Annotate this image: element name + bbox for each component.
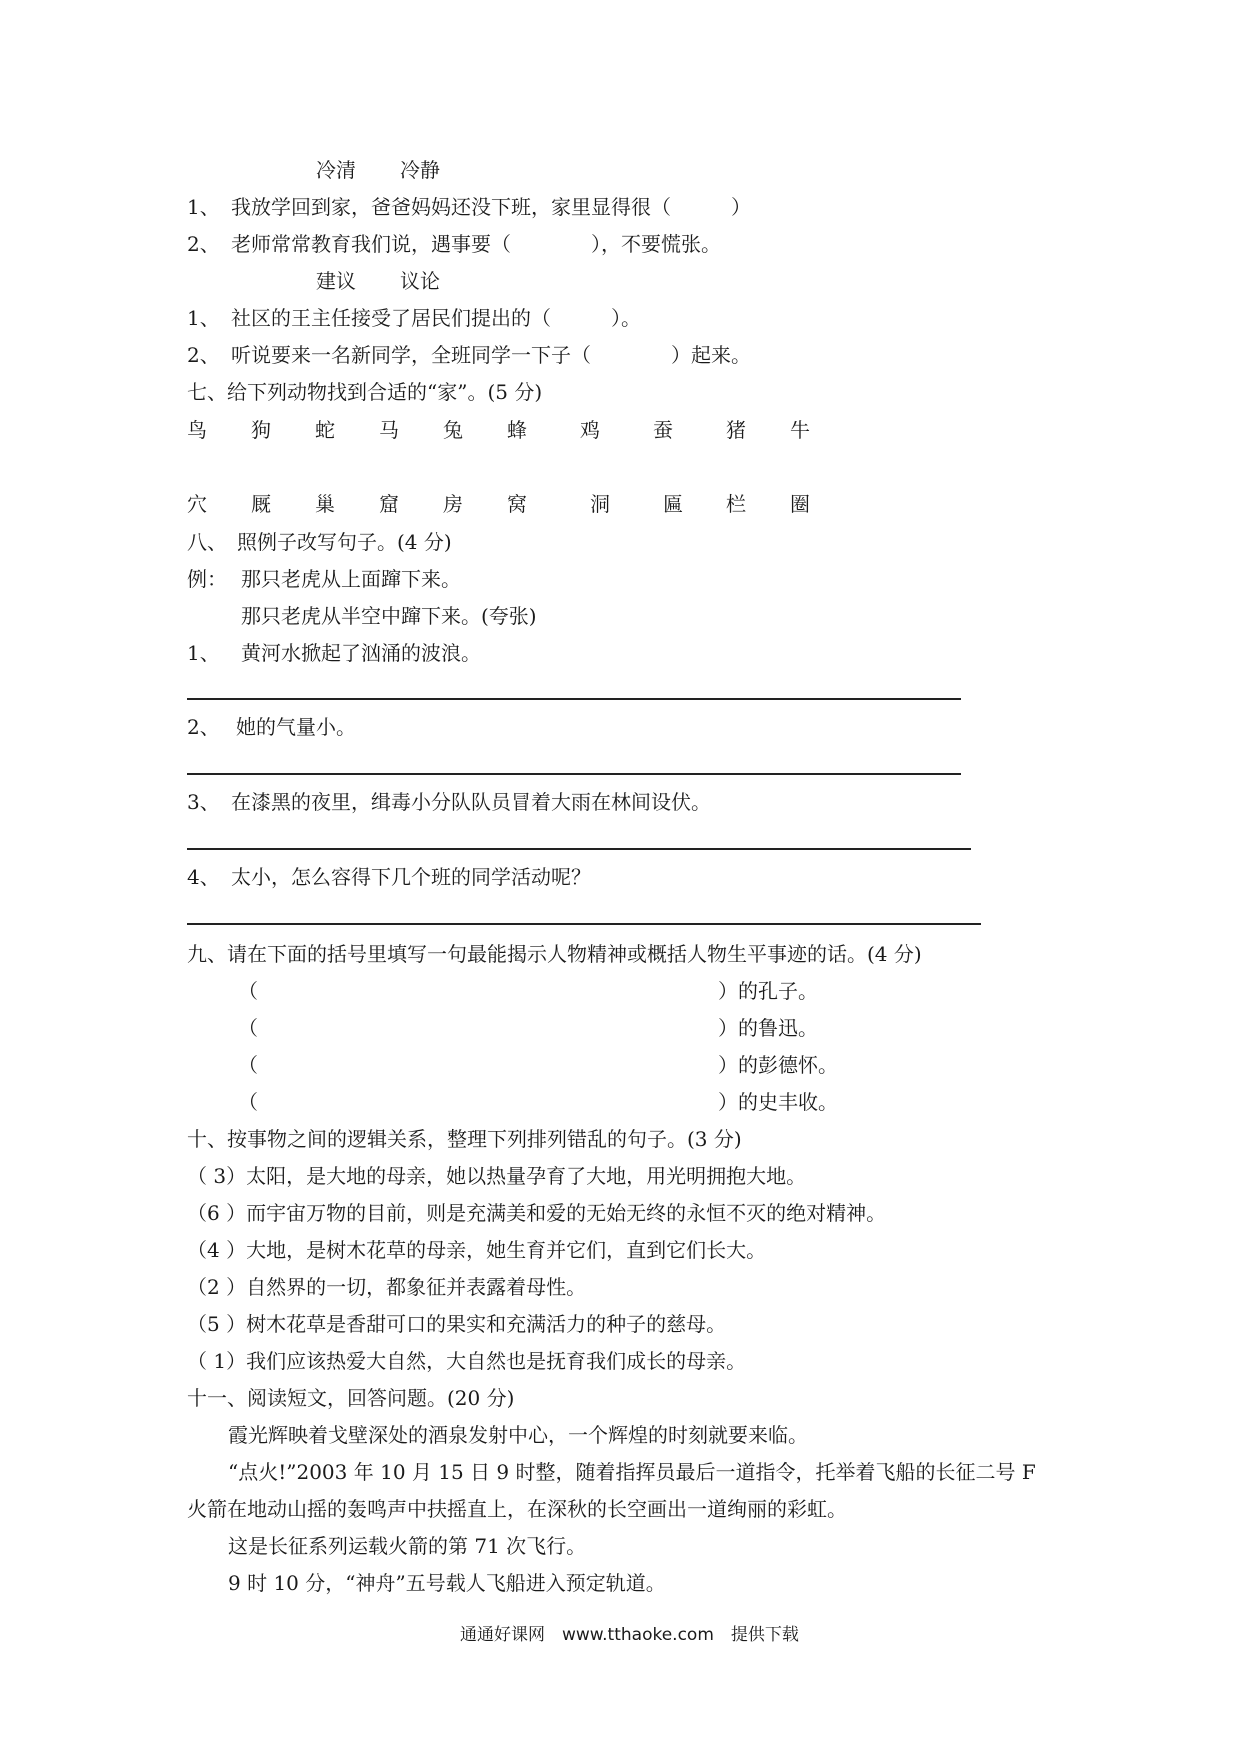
question-text: 社区的王主任接受了居民们提出的（ ）。 [231,306,641,330]
open-bracket: （ [238,1053,258,1077]
animal-item: 牛 [790,418,810,442]
section-title: 七、给下列动物找到合适的“家”。(5 分) [187,380,543,404]
question-number: 4、 [187,865,220,889]
footer-credit: 通通好课网 www.tthaoke.com 提供下载 [460,1625,799,1645]
question-number: 2、 [187,343,220,367]
example-label: 例： [187,567,227,591]
ordered-sentence: （2 ）自然界的一切，都象征并表露着母性。 [187,1275,587,1299]
home-item: 栏 [726,492,746,516]
example-sentence: 那只老虎从上面蹿下来。 [241,567,461,591]
ordered-sentence: （5 ）树木花草是香甜可口的果实和充满活力的种子的慈母。 [187,1312,727,1336]
section-title: 十、按事物之间的逻辑关系，整理下列排列错乱的句子。(3 分) [187,1127,742,1151]
home-item: 洞 [590,492,610,516]
open-bracket: （ [238,1016,258,1040]
answer-line[interactable] [187,848,971,850]
home-item: 巢 [315,492,335,516]
animal-item: 蜂 [507,418,527,442]
question-text: 黄河水掀起了汹涌的波浪。 [241,641,481,665]
passage-paragraph: 这是长征系列运载火箭的第 71 次飞行。 [228,1534,587,1558]
section-title: 十一、阅读短文，回答问题。(20 分) [187,1386,515,1410]
home-item: 穴 [187,492,207,516]
animal-item: 蛇 [315,418,335,442]
passage-paragraph: 9 时 10 分，“神舟”五号载人飞船进入预定轨道。 [228,1571,666,1595]
animal-item: 兔 [443,418,463,442]
home-item: 房 [443,492,463,516]
answer-line[interactable] [187,698,961,700]
passage-paragraph: 霞光辉映着戈壁深处的酒泉发射中心，一个辉煌的时刻就要来临。 [228,1423,808,1447]
word-option: 冷清 [316,158,356,182]
question-text: 她的气量小。 [236,715,356,739]
animal-item: 马 [379,418,399,442]
open-bracket: （ [238,1090,258,1114]
question-text: 听说要来一名新同学，全班同学一下子（ ）起来。 [231,343,751,367]
passage-paragraph: “点火!”2003 年 10 月 15 日 9 时整，随着指挥员最后一道指令，托举着飞船的长征二号 F [228,1460,1036,1484]
home-item: 窟 [379,492,399,516]
answer-line[interactable] [187,923,981,925]
question-text: 在漆黑的夜里，缉毒小分队队员冒着大雨在林间设伏。 [231,790,711,814]
word-option: 冷静 [400,158,440,182]
ordered-sentence: （ 1）我们应该热爱大自然，大自然也是抚育我们成长的母亲。 [187,1349,747,1373]
question-number: 2、 [187,715,220,739]
answer-line[interactable] [187,773,961,775]
word-option: 议论 [400,269,440,293]
question-text: 老师常常教育我们说，遇事要（ ），不要慌张。 [231,232,721,256]
word-option: 建议 [316,269,356,293]
ordered-sentence: （6 ）而宇宙万物的目前，则是充满美和爱的无始无终的永恒不灭的绝对精神。 [187,1201,887,1225]
animal-item: 蚕 [653,418,673,442]
home-item: 圈 [790,492,810,516]
animal-item: 鸟 [187,418,207,442]
open-bracket: （ [238,979,258,1003]
home-item: 匾 [663,492,683,516]
section-title: 八、 照例子改写句子。(4 分) [187,530,452,554]
example-sentence: 那只老虎从半空中蹿下来。(夸张) [241,604,537,628]
animal-item: 猪 [726,418,746,442]
ordered-sentence: （ 3）太阳，是大地的母亲，她以热量孕育了大地，用光明拥抱大地。 [187,1164,807,1188]
section-title: 九、请在下面的括号里填写一句最能揭示人物精神或概括人物生平事迹的话。(4 分) [187,942,922,966]
animal-item: 鸡 [580,418,600,442]
question-number: 1、 [187,306,220,330]
question-number: 1、 [187,195,220,219]
person-blank: ）的鲁迅。 [718,1016,818,1040]
question-text: 太小，怎么容得下几个班的同学活动呢？ [231,865,591,889]
person-blank: ）的史丰收。 [718,1090,838,1114]
person-blank: ）的孔子。 [718,979,818,1003]
passage-paragraph: 火箭在地动山摇的轰鸣声中扶摇直上，在深秋的长空画出一道绚丽的彩虹。 [187,1497,847,1521]
question-number: 1、 [187,641,220,665]
home-item: 厩 [251,492,271,516]
question-number: 3、 [187,790,220,814]
question-number: 2、 [187,232,220,256]
ordered-sentence: （4 ）大地，是树木花草的母亲，她生育并它们，直到它们长大。 [187,1238,767,1262]
animal-item: 狗 [251,418,271,442]
home-item: 窝 [507,492,527,516]
person-blank: ）的彭德怀。 [718,1053,838,1077]
question-text: 我放学回到家，爸爸妈妈还没下班，家里显得很（ ） [231,195,751,219]
